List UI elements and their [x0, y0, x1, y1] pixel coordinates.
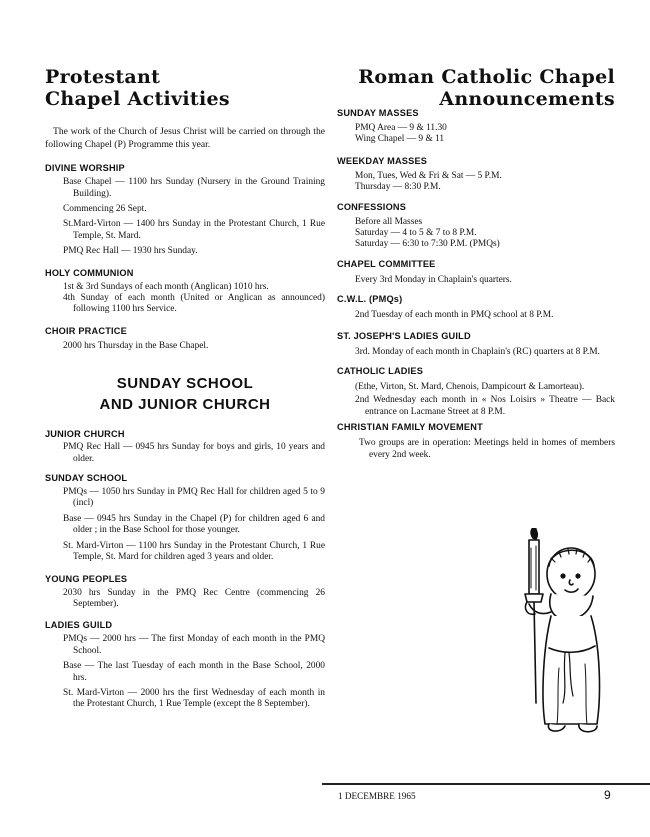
- protestant-title: [45, 66, 325, 110]
- chapel-committee-section: [337, 259, 615, 286]
- divine-worship-item: Base Chapel — 1100 hrs Sunday (Nursery in the Ground Training Building).: [63, 177, 325, 199]
- catholic-ladies-item: (Ethe, Virton, St. Mard, Chenois, Dampicourt & Lamorteau).: [355, 382, 585, 393]
- confessions-section: [337, 202, 615, 251]
- confessions-item: Before all Masses: [355, 216, 423, 227]
- young-peoples-item: 2030 hrs Sunday in the PMQ Rec Centre (commencing 26 September).: [63, 587, 325, 609]
- choir-practice-section: [45, 326, 325, 352]
- weekday-masses-heading: WEEKDAY MASSES: [337, 155, 428, 166]
- protestant-title-line1: Protestant: [45, 66, 161, 88]
- sunday-school-title-line1: SUNDAY SCHOOL: [116, 375, 254, 393]
- catholic-title-line2: Announcements: [439, 88, 615, 110]
- monk-with-candle-illustration: [505, 528, 625, 750]
- catholic-ladies-heading: CATHOLIC LADIES: [337, 366, 424, 377]
- young-peoples-section: [45, 574, 325, 611]
- junior-church-section: [45, 429, 325, 465]
- junior-church-item: PMQ Rec Hall — 0945 hrs Sunday for boys and girls, 10 years and older.: [63, 442, 325, 464]
- footer-date: 1 DECEMBRE 1965: [338, 791, 416, 801]
- catholic-title-line1: Roman Catholic Chapel: [358, 66, 615, 88]
- divine-worship-heading: DIVINE WORSHIP: [45, 163, 125, 174]
- ladies-guild-heading: LADIES GUILD: [45, 620, 113, 631]
- sunday-school-title: [45, 373, 325, 415]
- footer-rule: [322, 783, 650, 785]
- cwl-section: [337, 294, 615, 321]
- confessions-item: Saturday — 4 to 5 & 7 to 8 P.M.: [355, 228, 477, 239]
- divine-worship-item: St.Mard-Virton — 1400 hrs Sunday in the Protestant Church, 1 Rue Temple, St. Mard.: [63, 219, 325, 241]
- sunday-school-item: St. Mard-Virton — 1100 hrs Sunday in the Protestant Church, 1 Rue Temple, St. Mard for children aged 3 years and older.: [63, 540, 325, 563]
- protestant-column: [45, 66, 325, 711]
- st-josephs-section: [337, 331, 615, 358]
- sunday-school-item: Base — 0945 hrs Sunday in the Chapel (P) for children aged 6 and older ; in the Base School for those younger.: [63, 513, 325, 536]
- cfm-item: Two groups are in operation: Meetings held in homes of members every 2nd week.: [359, 438, 615, 460]
- confessions-heading: CONFESSIONS: [337, 201, 407, 212]
- weekday-masses-item: Mon, Tues, Wed & Fri & Sat — 5 P.M.: [355, 170, 502, 181]
- cfm-section: [337, 422, 615, 461]
- weekday-masses-item: Thursday — 8:30 P.M.: [355, 182, 441, 193]
- sunday-masses-item: Wing Chapel — 9 & 11: [355, 134, 445, 145]
- cwl-item: 2nd Tuesday of each month in PMQ school at 8 P.M.: [355, 310, 554, 321]
- sunday-school-heading: SUNDAY SCHOOL: [45, 473, 128, 484]
- catholic-title: [337, 66, 615, 110]
- choir-practice-item: 2000 hrs Thursday in the Base Chapel.: [63, 340, 209, 351]
- sunday-masses-heading: SUNDAY MASSES: [337, 108, 419, 118]
- protestant-intro: The work of the Church of Jesus Christ will be carried on through the following Chapel (P) Programme this year.: [45, 126, 325, 150]
- ladies-guild-section: [45, 620, 325, 710]
- sunday-masses-item: PMQ Area — 9 & 11.30: [355, 123, 447, 133]
- ladies-guild-item: Base — The last Tuesday of each month in the Base School, 2000 hrs.: [63, 661, 325, 683]
- cfm-heading: CHRISTIAN FAMILY MOVEMENT: [337, 422, 483, 433]
- choir-practice-heading: CHOIR PRACTICE: [45, 325, 127, 336]
- divine-worship-section: [45, 163, 325, 257]
- catholic-column: [337, 66, 615, 461]
- junior-church-heading: JUNIOR CHURCH: [45, 429, 125, 440]
- chapel-committee-item: Every 3rd Monday in Chaplain's quarters.: [355, 274, 512, 285]
- cwl-heading: C.W.L. (PMQs): [337, 294, 403, 305]
- divine-worship-item: PMQ Rec Hall — 1930 hrs Sunday.: [63, 246, 198, 257]
- chapel-committee-heading: CHAPEL COMMITTEE: [337, 258, 436, 269]
- protestant-title-line2: Chapel Activities: [45, 88, 230, 110]
- sunday-school-title-line2: AND JUNIOR CHURCH: [99, 396, 271, 414]
- confessions-item: Saturday — 6:30 to 7:30 P.M. (PMQs): [355, 239, 500, 250]
- holy-communion-section: [45, 268, 325, 316]
- holy-communion-item: 1st & 3rd Sundays of each month (Anglican) 1010 hrs.: [63, 281, 269, 292]
- weekday-masses-section: [337, 156, 615, 194]
- sunday-school-section: [45, 473, 325, 563]
- sunday-school-item: PMQs — 1050 hrs Sunday in PMQ Rec Hall for children aged 5 to 9 (incl): [63, 487, 325, 509]
- ladies-guild-item: PMQs — 2000 hrs — The first Monday of each month in the PMQ School.: [63, 634, 325, 656]
- holy-communion-heading: HOLY COMMUNION: [45, 267, 134, 278]
- catholic-ladies-item: 2nd Wednesday each month in « Nos Loisirs » Theatre — Back entrance on Lacmane Street at 8 P.M.: [355, 395, 615, 417]
- young-peoples-heading: YOUNG PEOPLES: [45, 573, 128, 584]
- st-josephs-heading: ST. JOSEPH'S LADIES GUILD: [337, 330, 471, 341]
- divine-worship-item: Commencing 26 Sept.: [63, 204, 147, 214]
- page-number: 9: [604, 788, 611, 802]
- ladies-guild-item: St. Mard-Virton — 2000 hrs the first Wednesday of each month in the Protestant Church, 1 Rue Temple (except the 8 September).: [63, 687, 325, 710]
- catholic-ladies-section: [337, 366, 615, 418]
- sunday-masses-section: [337, 108, 615, 146]
- st-josephs-item: 3rd. Monday of each month in Chaplain's (RC) quarters at 8 P.M.: [355, 346, 600, 357]
- holy-communion-item: 4th Sunday of each month (United or Anglican as announced) following 1100 hrs Service.: [63, 293, 325, 315]
